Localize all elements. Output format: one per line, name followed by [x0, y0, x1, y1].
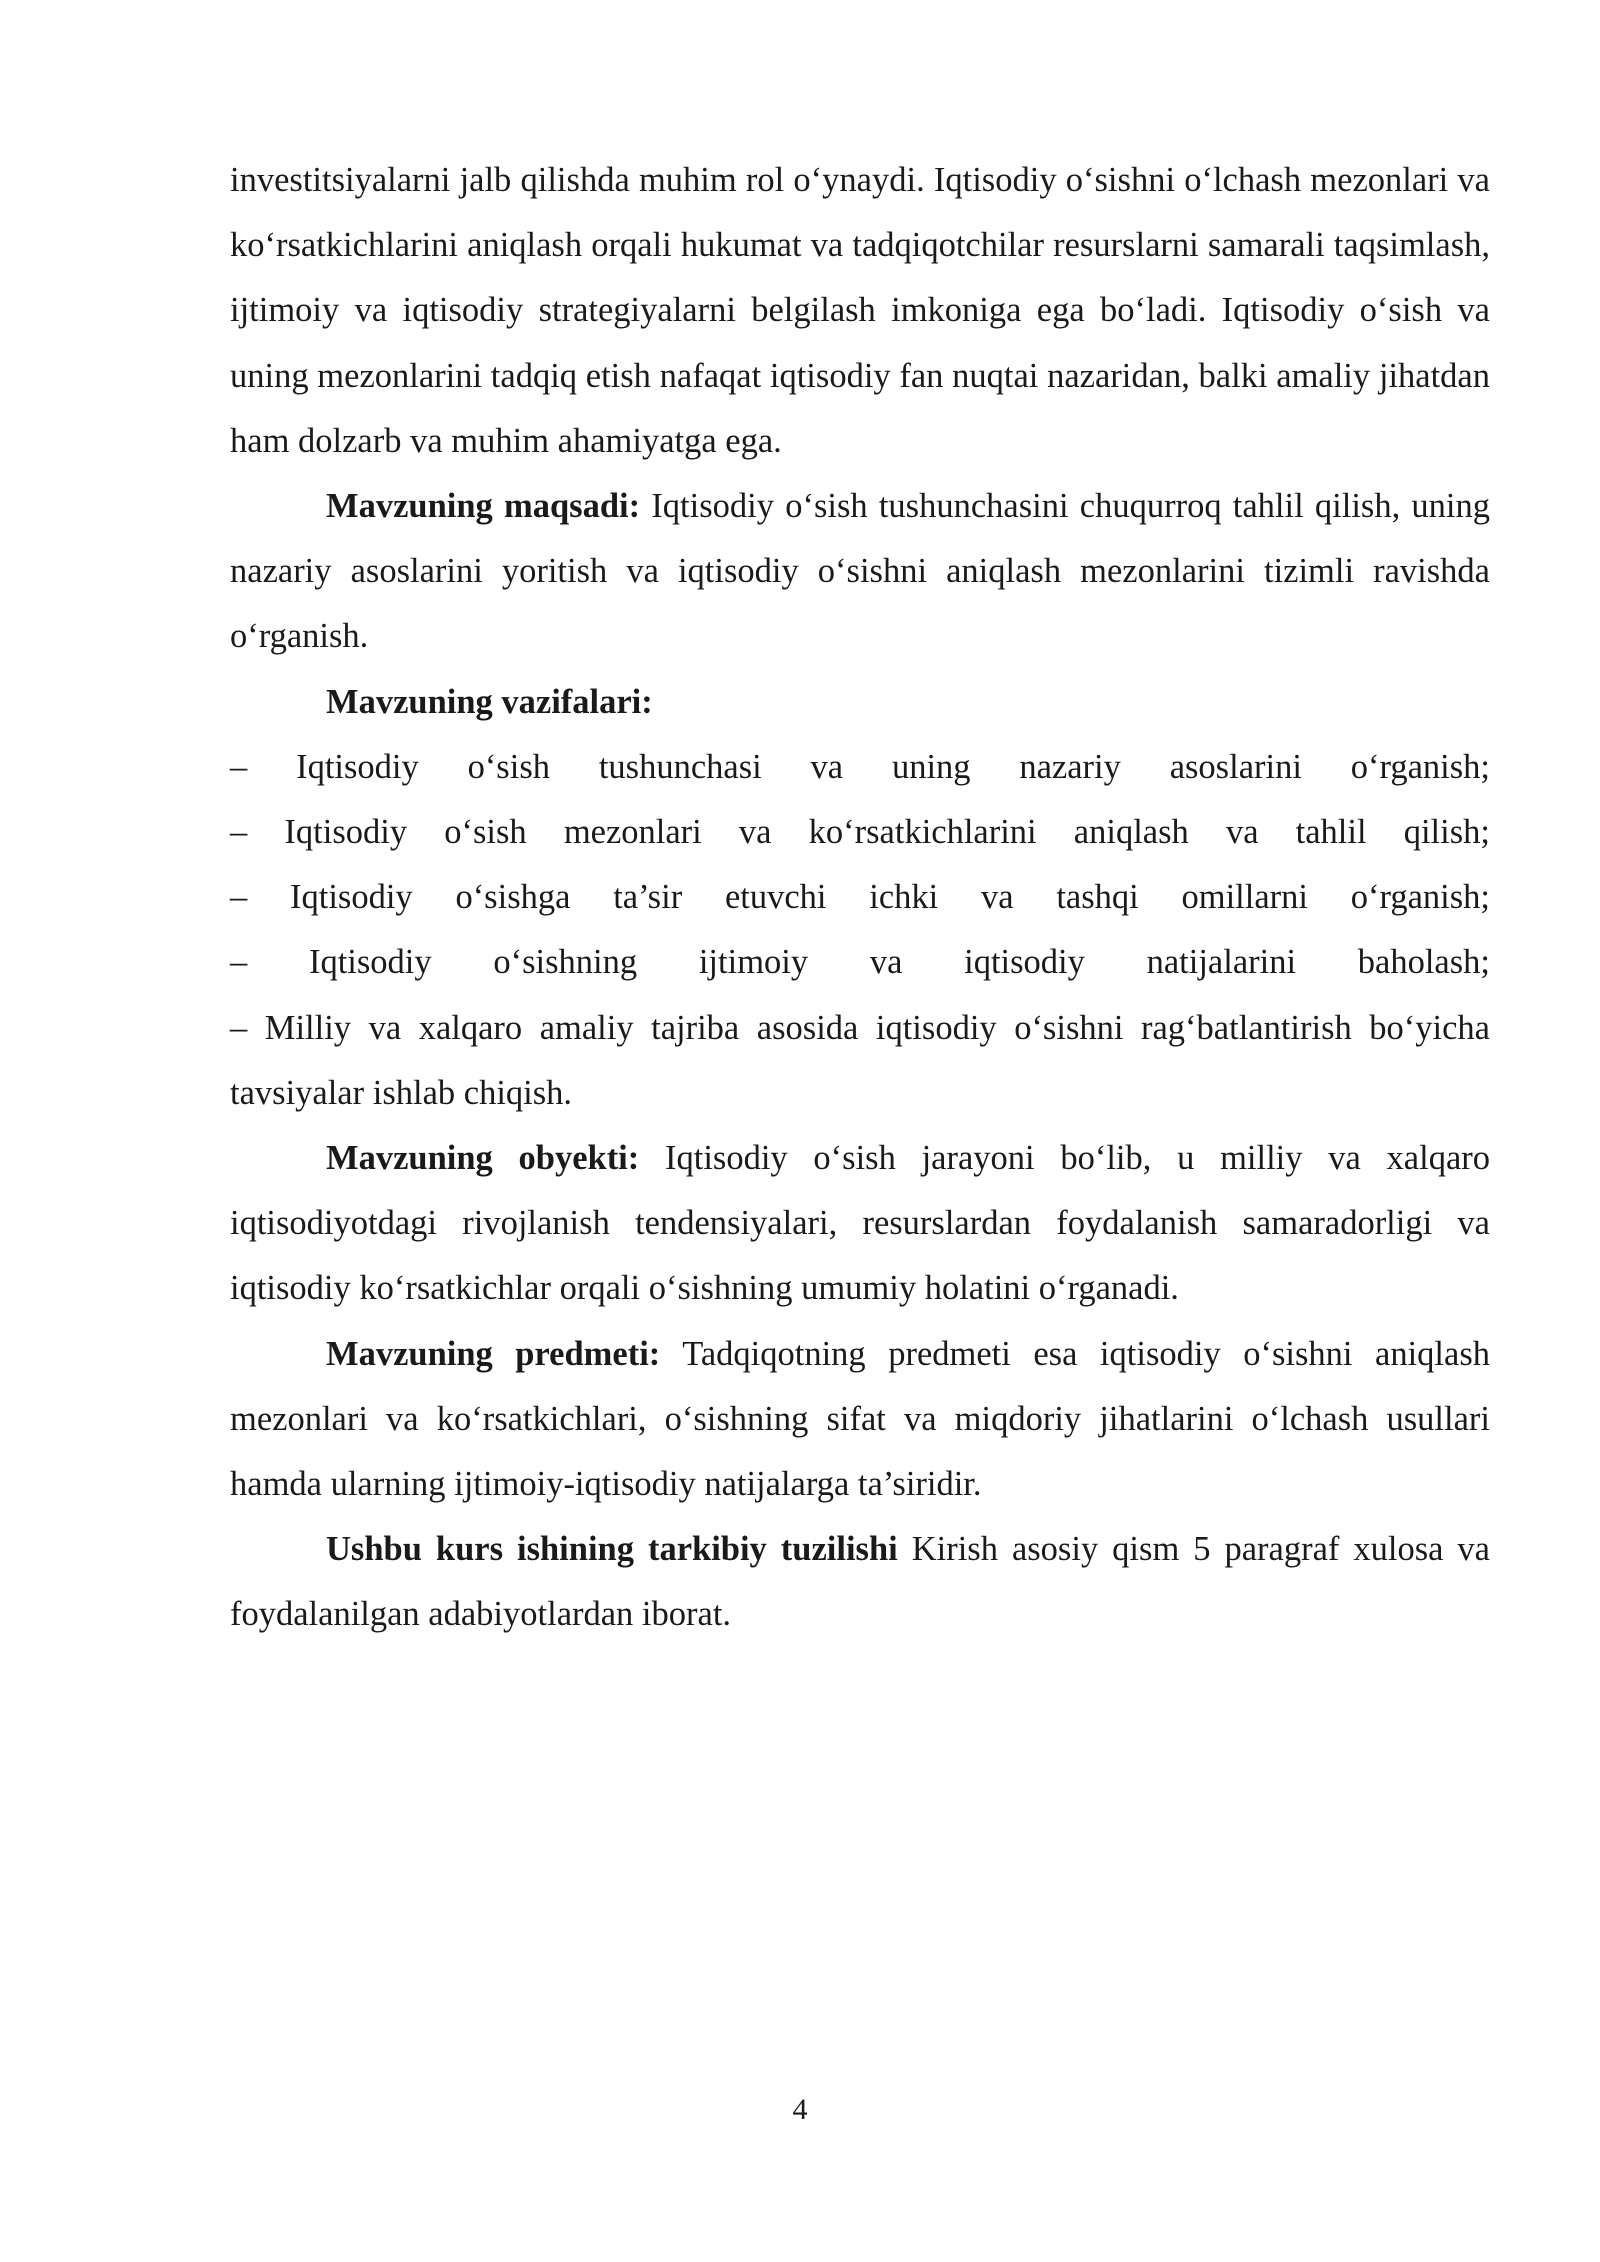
subject-label: Mavzuning predmeti:: [326, 1334, 661, 1373]
object-label: Mavzuning obyekti:: [326, 1139, 640, 1178]
structure-text: Kirish asosiy qism 5 paragraf xulosa va foydalanilgan adabiyotlardan iborat.: [230, 1530, 1490, 1634]
document-body: [230, 148, 1490, 1648]
task-item: – Iqtisodiy o‘sishning ijtimoiy va iqtisodiy natijalarini baholash;: [230, 943, 1490, 982]
structure-paragraph: [230, 1517, 1490, 1647]
task-item: – Iqtisodiy o‘sish mezonlari va ko‘rsatkichlarini aniqlash va tahlil qilish;: [230, 813, 1490, 852]
subject-paragraph: [230, 1322, 1490, 1518]
goal-label: Mavzuning maqsadi:: [326, 487, 641, 526]
goal-text: Iqtisodiy o‘sish tushunchasini chuqurroq tahlil qilish, uning nazariy asoslarini yoritish va iqtisodiy o‘sishni aniqlash mezonlarini tizimli ravishda o‘rganish.: [230, 487, 1491, 656]
tasks-heading: [230, 670, 1490, 735]
goal-paragraph: [230, 474, 1490, 670]
intro-paragraph: investitsiyalarni jalb qilishda muhim rol o‘ynaydi. Iqtisodiy o‘sishni o‘lchash mezonlari va ko‘rsatkichlarini aniqlash orqali hukumat va tadqiqotchilar resurslarni samarali taqsimlash, ijtimoiy va iqtisodiy strategiyalarni belgilash imkoniga ega bo‘ladi. Iqtisodiy o‘sish va uning mezonlarini tadqiq etish nafaqat iqtisodiy fan nuqtai nazaridan, balki amaliy jihatdan ham dolzarb va muhim ahamiyatga ega.: [230, 161, 1490, 460]
task-item: – Milliy va xalqaro amaliy tajriba asosida iqtisodiy o‘sishni rag‘batlantirish bo‘yicha tavsiyalar ishlab chiqish.: [230, 1008, 1490, 1112]
task-item: – Iqtisodiy o‘sish tushunchasi va uning nazariy asoslarini o‘rganish;: [230, 747, 1490, 786]
page-number: 4: [792, 2093, 808, 2126]
tasks-label: Mavzuning vazifalari:: [326, 682, 653, 721]
object-text: Iqtisodiy o‘sish jarayoni bo‘lib, u milliy va xalqaro iqtisodiyotdagi rivojlanish tendensiyalari, resurslardan foydalanish samaradorligi va iqtisodiy ko‘rsatkichlar orqali o‘sishning umumiy holatini o‘rganadi.: [230, 1139, 1490, 1308]
object-paragraph: [230, 1126, 1490, 1322]
structure-label: Ushbu kurs ishining tarkibiy tuzilishi: [326, 1530, 898, 1569]
subject-text: Tadqiqotning predmeti esa iqtisodiy o‘sishni aniqlash mezonlari va ko‘rsatkichlari, o‘sishning sifat va miqdoriy jihatlarini o‘lchash usullari hamda ularning ijtimoiy-iqtisodiy natijalarga ta’siridir.: [230, 1334, 1490, 1504]
task-item: – Iqtisodiy o‘sishga ta’sir etuvchi ichki va tashqi omillarni o‘rganish;: [230, 878, 1490, 917]
